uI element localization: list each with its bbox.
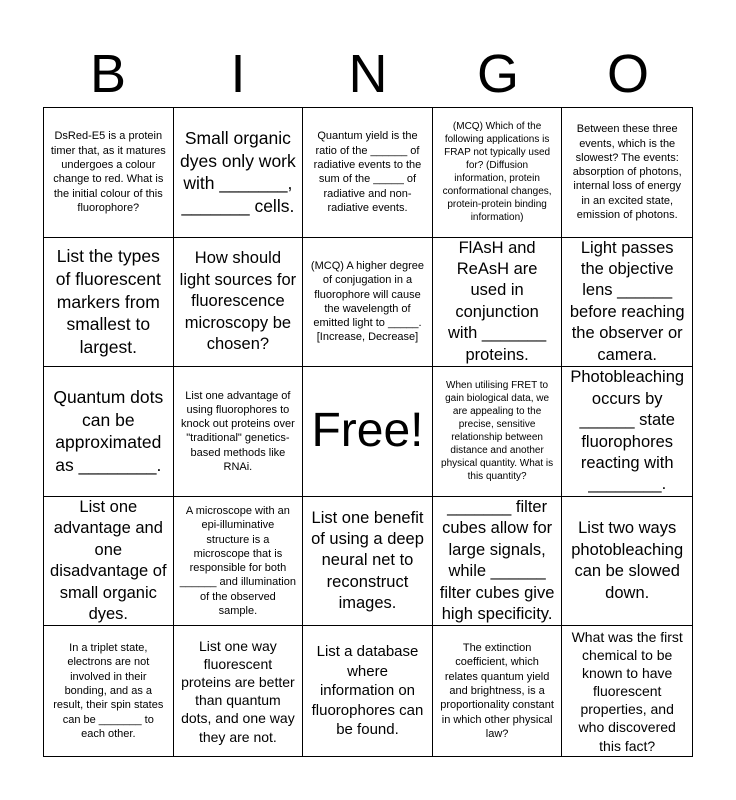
bingo-cell-r1c4[interactable] bbox=[433, 108, 563, 238]
cell-text: Photobleaching occurs by ______ state fluorophores reacting with ________. bbox=[570, 368, 685, 494]
cell-text: Light passes the objective lens ______ before reaching the observer or camera. bbox=[569, 238, 685, 364]
bingo-cell-r2c2[interactable] bbox=[174, 238, 304, 368]
bingo-cell-r3c5[interactable] bbox=[562, 367, 692, 497]
cell-text: List a database where information on fluorophores can be found. bbox=[311, 643, 424, 739]
bingo-cell-r4c3[interactable] bbox=[303, 497, 433, 627]
cell-text: List one advantage of using fluorophores to knock out proteins over "traditional" genetics-based methods like RNAi. bbox=[181, 389, 295, 474]
cell-text: Small organic dyes only work with _______, _______ cells. bbox=[180, 127, 296, 217]
bingo-cell-r2c1[interactable] bbox=[44, 238, 174, 368]
cell-text: How should light sources for fluorescence microscopy be chosen? bbox=[179, 249, 297, 354]
cell-text: List one advantage and one disadvantage of small organic dyes. bbox=[50, 497, 167, 623]
bingo-cell-r4c1[interactable] bbox=[44, 497, 174, 627]
bingo-cell-r1c2[interactable] bbox=[174, 108, 304, 238]
cell-text: The extinction coefficient, which relates quantum yield and brightness, is a proportionality constant in which other physical law? bbox=[440, 642, 554, 740]
cell-text: _______ filter cubes allow for large signals, while ______ filter cubes give high specificity. bbox=[439, 497, 555, 623]
cell-text: DsRed-E5 is a protein timer that, as it matures undergoes a colour change to red. What is the initial colour of this fluorophore? bbox=[50, 130, 166, 214]
bingo-cell-r2c3[interactable] bbox=[303, 238, 433, 368]
cell-text: FlAsH and ReAsH are used in conjunction with _______ proteins. bbox=[448, 238, 547, 364]
bingo-cell-r2c4[interactable] bbox=[433, 238, 563, 368]
cell-text: When utilising FRET to gain biological data, we are appealing to the precise, sensitive relationship between distance and another physical quantity. What is this quantity? bbox=[441, 380, 554, 483]
bingo-cell-r3c4[interactable] bbox=[433, 367, 563, 497]
header-letter-g: G bbox=[476, 44, 519, 104]
cell-text: List one way fluorescent proteins are better than quantum dots, and one way they are not. bbox=[181, 637, 295, 745]
bingo-cell-r3c1[interactable] bbox=[44, 367, 174, 497]
bingo-cell-r3c2[interactable] bbox=[174, 367, 304, 497]
bingo-cell-r5c5[interactable] bbox=[562, 626, 692, 756]
header-letter-o: O bbox=[606, 44, 649, 104]
bingo-cell-r1c5[interactable] bbox=[562, 108, 692, 238]
bingo-cell-r5c4[interactable] bbox=[433, 626, 563, 756]
cell-text: A microscope with an epi-illuminative structure is a microscope that is responsible for both ______ and illumination of the observed sample. bbox=[179, 504, 296, 617]
bingo-header bbox=[43, 42, 693, 106]
cell-text: In a triplet state, electrons are not involved in their bonding, and as a result, their spin states can be _______ to each other. bbox=[53, 642, 164, 740]
bingo-cell-r4c4[interactable] bbox=[433, 497, 563, 627]
cell-text: Quantum dots can be approximated as ________. bbox=[53, 386, 164, 476]
bingo-cell-r1c1[interactable] bbox=[44, 108, 174, 238]
cell-text: Quantum yield is the ratio of the ______ of radiative events to the sum of the _____ of radiative and non-radiative events. bbox=[313, 130, 422, 214]
bingo-cell-r2c5[interactable] bbox=[562, 238, 692, 368]
cell-text: (MCQ) A higher degree of conjugation in a fluorophore will cause the wavelength of emitted light to _____. [Increase, Decrease] bbox=[310, 260, 425, 344]
header-letter-n: N bbox=[348, 44, 388, 104]
header-letter-b: B bbox=[89, 44, 127, 104]
bingo-board bbox=[43, 107, 693, 757]
bingo-cell-r5c3[interactable] bbox=[303, 626, 433, 756]
bingo-cell-r5c2[interactable] bbox=[174, 626, 304, 756]
bingo-cell-r5c1[interactable] bbox=[44, 626, 174, 756]
cell-text: Between these three events, which is the slowest? The events: absorption of photons, internal loss of energy in an excited state, emission of photons. bbox=[572, 123, 682, 222]
bingo-cell-r1c3[interactable] bbox=[303, 108, 433, 238]
bingo-cell-free[interactable] bbox=[303, 367, 433, 497]
cell-text: (MCQ) Which of the following applications is FRAP not typically used for? (Diffusion information, protein conformational changes, protein-protein binding information) bbox=[442, 121, 552, 224]
bingo-cell-r4c5[interactable] bbox=[562, 497, 692, 627]
cell-text: List two ways photobleaching can be slowed down. bbox=[571, 519, 684, 602]
cell-text: What was the first chemical to be known to have fluorescent properties, and who discovered this fact? bbox=[571, 628, 683, 754]
cell-text: List one benefit of using a deep neural net to reconstruct images. bbox=[311, 508, 424, 613]
header-letter-i: I bbox=[230, 44, 246, 104]
cell-text: List the types of fluorescent markers from smallest to largest. bbox=[55, 246, 161, 358]
bingo-cell-r4c2[interactable] bbox=[174, 497, 304, 627]
free-space-label: Free! bbox=[311, 404, 424, 458]
